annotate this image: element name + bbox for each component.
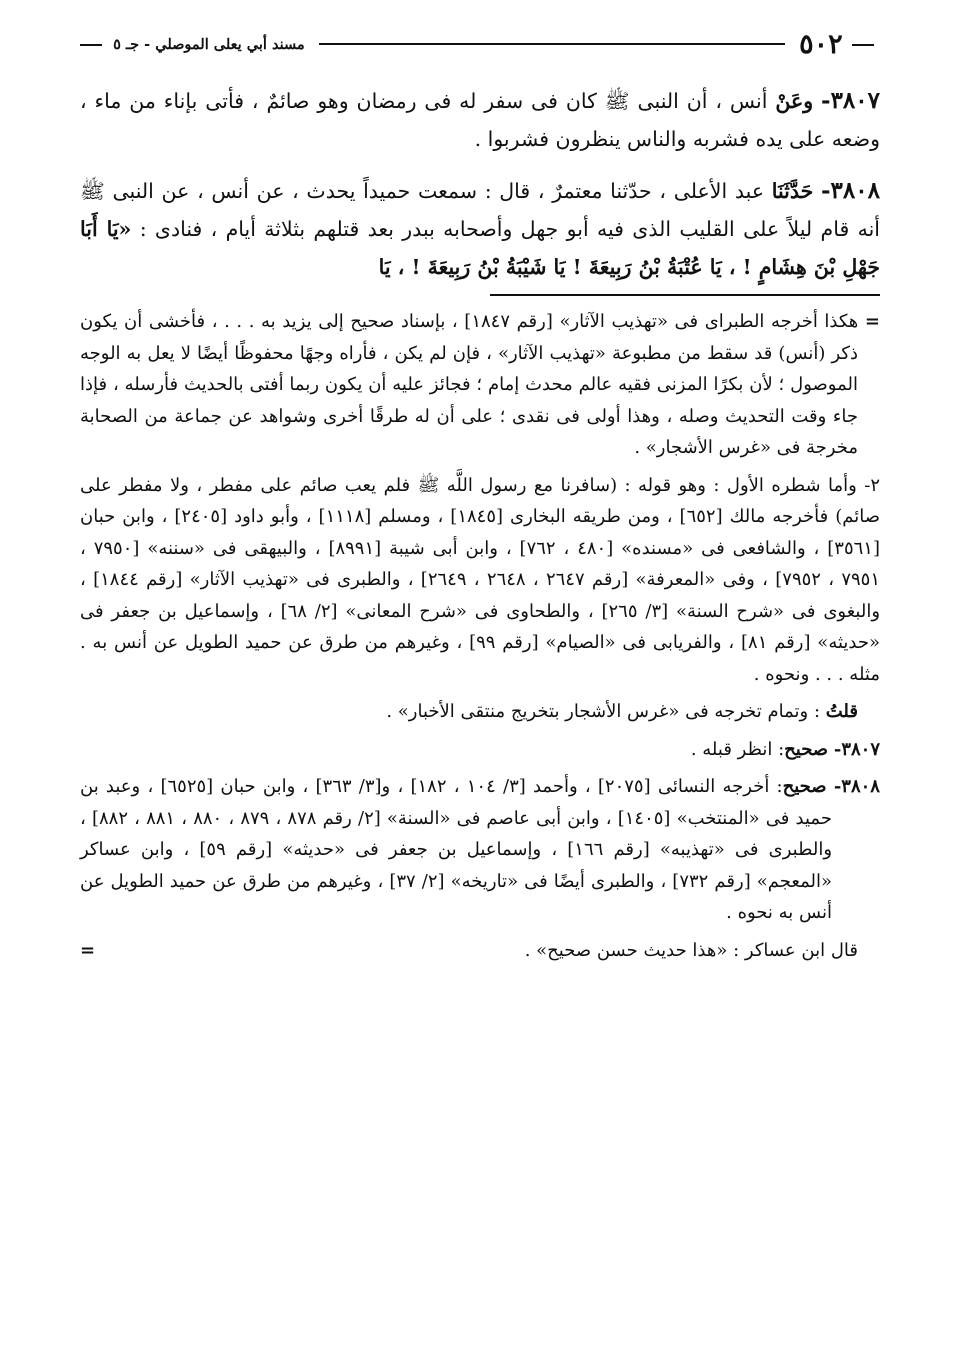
hadith-number: ٣٨٠٨- bbox=[821, 177, 880, 204]
hadith-number: ٣٨٠٧- bbox=[821, 87, 880, 114]
footnote-text: ٢- وأما شطره الأول : وهو قوله : (سافرنا مع رسول اللَّه ﷺ فلم يعب صائم على مفطر ، ولا مفطر على صائم) فأخرجه مالك [٦٥٢] ، ومن طريقه البخارى [١٨٤٥] ، ومسلم [١١١٨] ، وأبو داود [٢٤٠٥] ، وابن حبان [٣٥٦١] ، والشافعى فى «مسنده» [٤٨٠ ، ٧٦٢] ، وابن أبى شيبة [٨٩٩١] ، والبيهقى فى «سننه» [٧٩٥٠ ، ٧٩٥١ ، ٧٩٥٢] ، وفى «المعرفة» [رقم ٢٦٤٧ ، ٢٦٤٨ ، ٢٦٤٩] ، والطبرى فى «تهذيب الآثار» [رقم ١٨٤٤] ، والبغوى فى «شرح السنة» [٣/ ٢٦٥] ، والطحاوى فى «شرح المعانى» [٢/ ٦٨] ، وإسماعيل بن جعفر فى «حديثه» [رقم ٨١] ، والفريابى فى «الصيام» [رقم ٩٩] ، وغيرهم من طرق عن حميد الطويل عن أنس به . مثله . . . ونحوه . bbox=[80, 474, 881, 685]
footnote-3808 bbox=[80, 771, 880, 929]
header-dash-left bbox=[80, 44, 102, 46]
hadith-text: عبد الأعلى ، حدّثنا معتمرٌ ، قال : سمعت حميداً يحدث ، عن أنس ، عن النبى ﷺ أنه قام ليلاً على القليب الذى فيه أبو جهل وأصحابه ببدر بعد قتلهم بثلاثة أيام ، فنادى : bbox=[80, 179, 880, 241]
ibn-asakir-quote: قال ابن عساكر : «هذا حديث حسن صحيح» . bbox=[524, 939, 858, 961]
hadith-3808 bbox=[80, 172, 880, 286]
page-header bbox=[80, 28, 880, 60]
hadith-3807 bbox=[80, 82, 880, 158]
footnote-number: ٣٨٠٧- bbox=[833, 738, 880, 760]
footnote-3807 bbox=[80, 734, 880, 766]
footnote-text: : انظر قبله . bbox=[690, 738, 785, 760]
footnote-qultu bbox=[80, 696, 880, 728]
page-number-text: ٥٠٢ bbox=[799, 28, 843, 60]
footnote-para-2 bbox=[80, 470, 880, 691]
page-number bbox=[799, 29, 880, 60]
continuation-marker: = bbox=[864, 311, 880, 332]
qultu-label: قلتُ bbox=[825, 701, 858, 722]
running-title-text: مسند أبي يعلى الموصلي - جـ ٥ bbox=[113, 35, 305, 53]
header-dash bbox=[852, 44, 874, 46]
running-title bbox=[80, 36, 305, 53]
footnote-grade: صحيح bbox=[782, 776, 827, 797]
footnote-last-line bbox=[80, 935, 880, 967]
end-marker: = bbox=[80, 939, 96, 961]
qultu-text: : وتمام تخرجه فى «غرس الأشجار بتخريج منتقى الأخبار» . bbox=[386, 701, 821, 722]
footnote-separator bbox=[490, 294, 880, 296]
header-rule bbox=[319, 43, 785, 45]
hadith-quote: «يَا أَبَا جَهْلِ بْنَ هِشَامٍ ! ، يَا عُتْبَةُ بْنُ رَبِيعَةَ ! يَا شَيْبَةُ بْنُ رَبِيعَةَ ! ، يَا bbox=[80, 217, 880, 279]
hadith-chain-word: وعَنْ bbox=[775, 89, 814, 113]
footnote-grade: صحيح bbox=[784, 738, 829, 760]
footnote-number: ٣٨٠٨- bbox=[833, 776, 880, 797]
hadith-chain-word: حَدَّثَنَا bbox=[771, 179, 814, 203]
footnote-text: : أخرجه النسائى [٢٠٧٥] ، وأحمد [٣/ ١٠٤ ، ١٨٢] ، و[٣/ ٣٦٣] ، وابن حبان [٦٥٢٥] ، وعبد بن حميد فى «المنتخب» [١٤٠٥] ، وابن أبى عاصم فى «السنة» [٢/ رقم ٨٧٨ ، ٨٧٩ ، ٨٨٠ ، ٨٨١ ، ٨٨٢] ، والطبرى فى «تهذيبه» [رقم ١٦٦] ، وإسماعيل بن جعفر فى «حديثه» [رقم ٥٩] ، وابن عساكر «المعجم» [رقم ٧٣٢] ، والطبرى أيضًا فى «تاريخه» [٢/ ٣٧] ، وغيرهم من طرق عن حميد الطويل عن أنس به نحوه . bbox=[80, 776, 833, 923]
hadith-text: أنس ، أن النبى ﷺ كان فى سفر له فى رمضان وهو صائمٌ ، فأتى بإناء من ماء ، وضعه على يده فشربه والناس ينظرون فشربوا . bbox=[80, 89, 880, 151]
footnote-para-1 bbox=[80, 306, 880, 464]
footnote-text: هكذا أخرجه الطبراى فى «تهذيب الآثار» [رقم ١٨٤٧] ، بإسناد صحيح إلى يزيد به . . . ، فأخشى أن يكون ذكر (أنس) قد سقط من مطبوعة «تهذيب الآثار» ، فإن لم يكن ، فأراه وجهًا محفوظًا أيضًا لا يعل به الوجه الموصول ؛ لأن بكرًا المزنى فقيه عالم محدث إمام ؛ فجائز عليه أن يكون ربما أفتى بالحديث فأرسله ، فإذا جاء وقت التحديث وصله ، وهذا أولى فى نقدى ؛ على أن له طرقًا أخرى وشواهد عن جماعة من الصحابة مخرجة فى «غرس الأشجار» . bbox=[80, 311, 859, 458]
